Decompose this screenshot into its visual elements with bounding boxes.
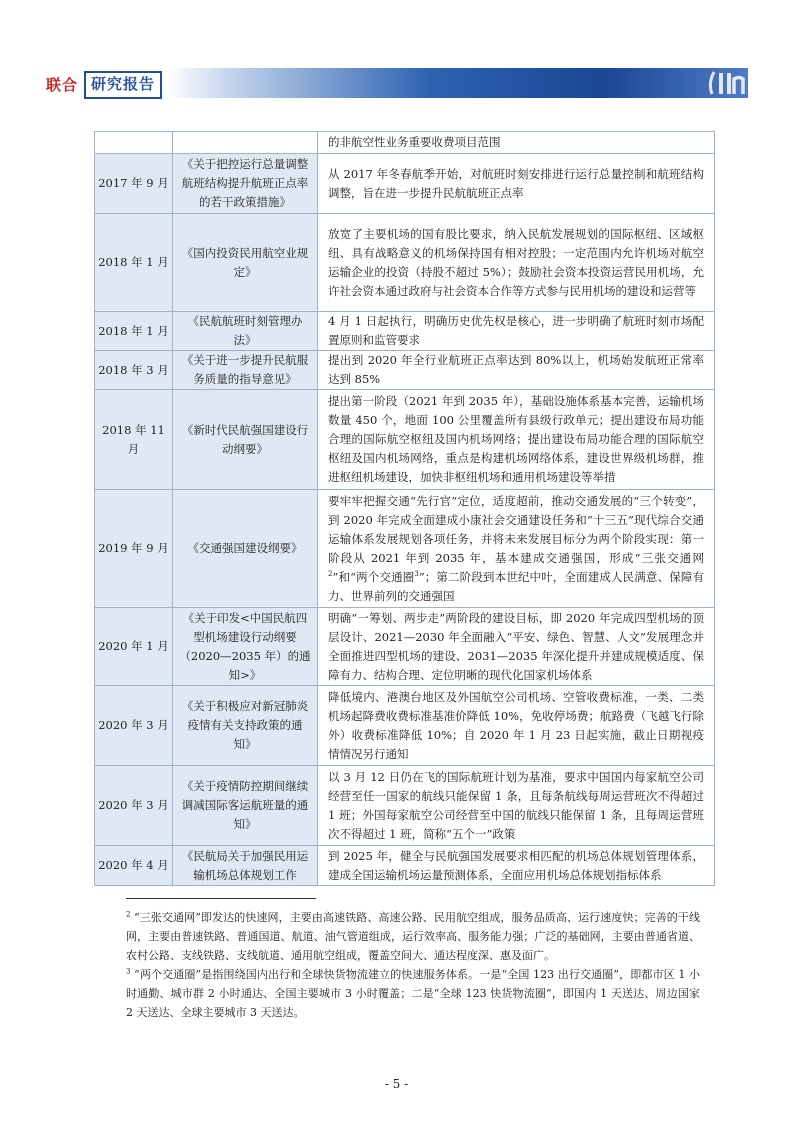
policy-table xyxy=(94,131,715,886)
date-cell: 2020 年 3 月 xyxy=(95,686,173,766)
header-gradient-bar xyxy=(168,68,748,98)
footnote-text: “三张交通网”即发达的快速网，主要由高速铁路、高速公路、民用航空组成，服务品质高、运行速度快；完善的干线网，主要由普速铁路、普通国道、航道、油气管道组成，运行效率高、服务能力强；广泛的基础网，主要由普通省道、农村公路、支线铁路、支线航道、通用航空组成，覆盖空间大、通达程度深、惠及面广。 xyxy=(126,911,700,962)
footnote-number: 2 xyxy=(126,910,131,919)
footnotes xyxy=(126,908,700,1022)
table-row xyxy=(95,686,715,766)
table-row xyxy=(95,132,715,154)
content-cell: 放宽了主要机场的国有股比要求，纳入民航发展规划的国际枢纽、区域枢纽、具有战略意义的机场保持国有相对控股；一定范围内允许机场对航空运输企业的投资（持股不超过 5%）；鼓励社会资本投资运营民用机场，允许社会资本通过政府与社会资本合作等方式参与民用机场的建设和运营等 xyxy=(318,214,715,312)
footnote-ref[interactable]: 2 xyxy=(328,569,333,578)
date-cell: 2020 年 3 月 xyxy=(95,766,173,846)
document-cell: 《国内投资民用航空业规定》 xyxy=(173,214,318,312)
date-cell: 2019 年 9 月 xyxy=(95,490,173,608)
table-row xyxy=(95,608,715,686)
table-row xyxy=(95,312,715,351)
footnote xyxy=(126,965,700,1022)
document-cell: 《新时代民航强国建设行动纲要》 xyxy=(173,390,318,490)
document-cell: 《民航航班时刻管理办法》 xyxy=(173,312,318,351)
date-cell: 2020 年 1 月 xyxy=(95,608,173,686)
table-row xyxy=(95,490,715,608)
table-row xyxy=(95,390,715,490)
date-cell: 2017 年 9 月 xyxy=(95,154,173,214)
date-cell: 2018 年 1 月 xyxy=(95,312,173,351)
date-cell: 2018 年 11 月 xyxy=(95,390,173,490)
page-number: - 5 - xyxy=(384,1077,409,1091)
content-cell: 到 2025 年，健全与民航强国发展要求相匹配的机场总体规划管理体系，建成全国运输机场运量预测体系，全面应用机场总体规划指标体系 xyxy=(318,846,715,886)
date-cell: 2018 年 1 月 xyxy=(95,214,173,312)
date-cell xyxy=(95,132,173,154)
table-row xyxy=(95,351,715,390)
content-cell: 从 2017 年冬春航季开始，对航班时刻安排进行运行总量控制和航班结构调整，旨在进一步提升民航航班正点率 xyxy=(318,154,715,214)
table-row xyxy=(95,846,715,886)
content-cell: 4 月 1 日起执行，明确历史优先权是核心，进一步明确了航班时刻市场配置原则和监管要求 xyxy=(318,312,715,351)
document-cell: 《关于印发<中国民航四型机场建设行动纲要（2020—2035 年）的通知>》 xyxy=(173,608,318,686)
table-row xyxy=(95,154,715,214)
document-cell: 《关于进一步提升民航服务质量的指导意见》 xyxy=(173,351,318,390)
brand-text-blue: 研究报告 xyxy=(84,71,162,99)
document-cell: 《民航局关于加强民用运输机场总体规划工作 xyxy=(173,846,318,886)
report-header xyxy=(0,68,793,98)
document-cell: 《关于积极应对新冠肺炎疫情有关支持政策的通知》 xyxy=(173,686,318,766)
document-cell: 《关于把控运行总量调整航班结构提升航班正点率的若干政策措施》 xyxy=(173,154,318,214)
footnote-divider xyxy=(126,898,316,899)
footnote-text: “两个交通圈”是指围绕国内出行和全球快货物流建立的快速服务体系。一是“全国 123 出行交通圈”，即都市区 1 小时通勤、城市群 2 小时通达、全国主要城市 3 小时覆盖；二是“全球 123 快货物流圈”，即国内 1 天送达、周边国家 2 天送达、全球主要城市 3 天送达。 xyxy=(126,968,700,1019)
date-cell: 2018 年 3 月 xyxy=(95,351,173,390)
content-text: ”；第二阶段到本世纪中叶，全面建成人民满意、保障有力、世界前列的交通强国 xyxy=(328,569,704,603)
content-cell: 明确“一筹划、两步走”两阶段的建设目标，即 2020 年完成四型机场的顶层设计、2021—2030 年全面融入“平安、绿色、智慧、人文”发展理念并全面推进四型机场的建设、2031—2035 年深化提升并建成规模适度、保障有力、结构合理、定位明晰的现代化国家机场体系 xyxy=(318,608,715,686)
table-row xyxy=(95,766,715,846)
brand-logo-icon xyxy=(706,70,746,96)
content-cell xyxy=(318,490,715,608)
content-cell: 提出到 2020 年全行业航班正点率达到 80%以上，机场始发航班正常率达到 85% xyxy=(318,351,715,390)
table-row xyxy=(95,214,715,312)
content-cell: 的非航空性业务重要收费项目范围 xyxy=(318,132,715,154)
content-cell: 提出第一阶段（2021 年到 2035 年），基础设施体系基本完善，运输机场数量 450 个，地面 100 公里覆盖所有县级行政单元；提出建设布局功能合理的国际航空枢纽及国内机场网络；提出建设布局功能合理的国际航空枢纽及国内机场网络，重点是构建机场网络体系，建设世界级机场群，推进枢纽机场建设，加快非枢纽机场和通用机场建设等举措 xyxy=(318,390,715,490)
date-cell: 2020 年 4 月 xyxy=(95,846,173,886)
document-cell: 《交通强国建设纲要》 xyxy=(173,490,318,608)
content-text: ”和“两个交通圈 xyxy=(332,569,415,584)
content-text: 要牢牢把握交通“先行官”定位，适度超前，推动交通发展的“三个转变”，到 2020 年完成全面建成小康社会交通建设任务和“十三五”现代综合交通运输体系发展规划各项任务，并将未来发展目标分为两个阶段实现：第一阶段从 2021 年到 2035 年，基本建成交通强国，形成“三张交通网 xyxy=(328,493,704,565)
document-cell: 《关于疫情防控期间继续调减国际客运航班量的通知》 xyxy=(173,766,318,846)
document-cell xyxy=(173,132,318,154)
content-cell: 以 3 月 12 日仍在飞的国际航班计划为基准，要求中国国内每家航空公司经营至任一国家的航线只能保留 1 条，且每条航线每周运营班次不得超过 1 班；外国每家航空公司经营至中国的航线只能保留 1 条，且每周运营班次不得超过 1 班，简称“五个一”政策 xyxy=(318,766,715,846)
content-cell: 降低境内、港澳台地区及外国航空公司机场、空管收费标准，一类、二类机场起降费收费标准基准价降低 10%，免收停场费；航路费（飞越飞行除外）收费标准降低 10%；自 2020 年 1 月 23 日起实施，截止日期视疫情情况另行通知 xyxy=(318,686,715,766)
footnote-number: 3 xyxy=(126,967,131,976)
footnote-ref[interactable]: 3 xyxy=(414,569,419,578)
footnote xyxy=(126,908,700,965)
brand-text-red: 联合 xyxy=(46,76,79,94)
